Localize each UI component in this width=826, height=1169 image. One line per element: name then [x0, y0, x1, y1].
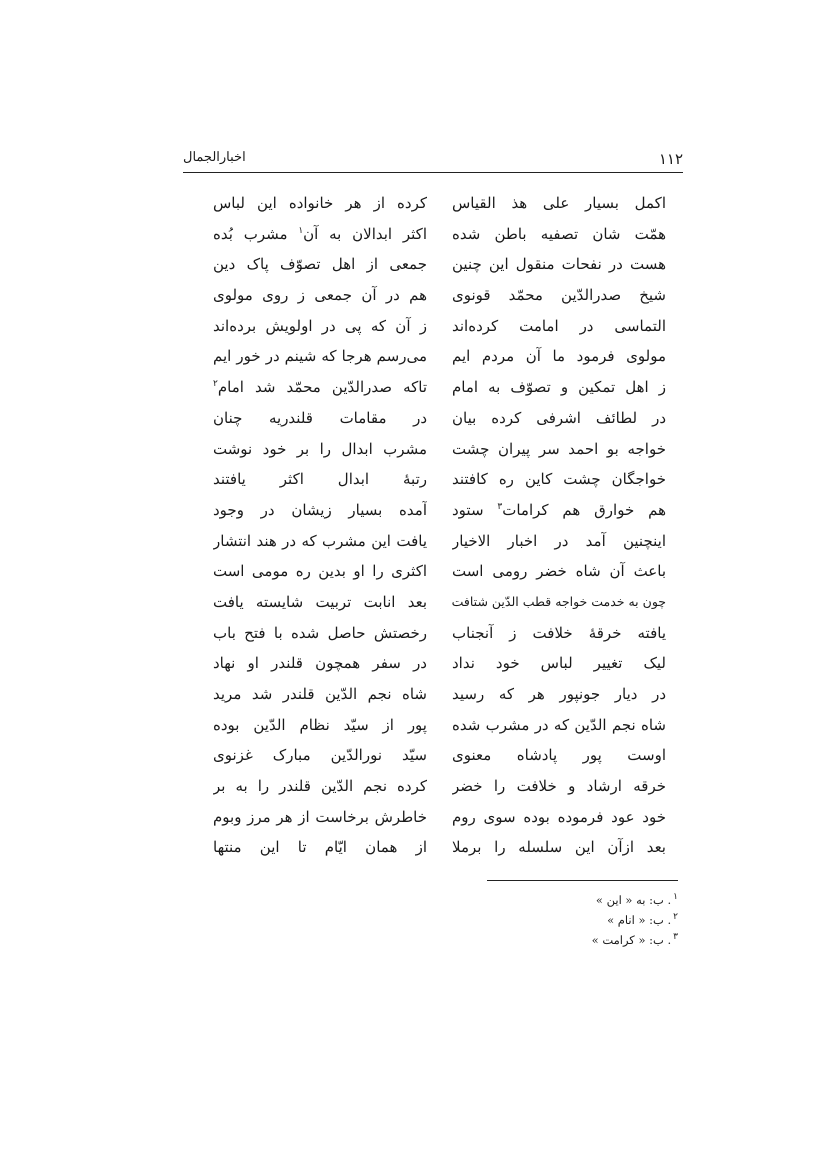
verse-line: هست در نفحات منقول این چنین	[452, 255, 666, 274]
verse-line: شاه نجم الدّین که در مشرب شده	[452, 715, 666, 734]
verse-line: خرقه ارشاد و خلافت را خضر	[452, 777, 666, 796]
verse-line: آمده بسیار زیشان در وجود	[213, 500, 427, 519]
verse-text: تاکه صدرالدّین محمّد شد امام	[217, 378, 427, 397]
verse-line: التماسی در امامت کرده‌اند	[452, 316, 666, 335]
verse-line: جمعی از اهل تصوّف پاک دین	[213, 255, 427, 274]
running-head	[183, 148, 683, 173]
verse-line: در سفر همچون قلندر او نهاد	[213, 654, 427, 673]
verse-text: هم خوارق هم کرامات	[502, 500, 666, 519]
verse-line	[213, 219, 427, 250]
verse-line: خاطرش برخاست از هر مرز وبوم	[213, 807, 427, 826]
verse-line: یافت این مشرب که در هند انتشار	[213, 531, 427, 550]
footnote-mark: ١	[298, 225, 304, 236]
page-number: ١١٢	[658, 150, 683, 168]
footnote-number: ٢	[673, 912, 678, 922]
verse-line: خواجگان چشت کاین ره کافتند	[452, 470, 666, 489]
footnote-mark: ٢	[213, 379, 218, 390]
footnote-divider	[487, 880, 678, 881]
verse-line: خواجه بو احمد سر پیران چشت	[452, 439, 666, 458]
verse-line: همّت شان تصفیه باطن شده	[452, 224, 666, 243]
verse-column-right	[452, 188, 666, 863]
verse-line: بعد انابت تربیت شایسته یافت	[213, 592, 427, 611]
verse-line: کرده نجم الدّین قلندر را به بر	[213, 777, 427, 796]
verse-line: خود عود فرموده بوده سوی روم	[452, 807, 666, 826]
verse-text: اکثر ابدالان به آن	[303, 224, 427, 243]
footnote-number: ١	[673, 892, 678, 902]
verse-line: چون به خدمت خواجه قطب الدّین شتافت	[452, 593, 666, 609]
verse-line: پور از سیّد نظام الدّین بوده	[213, 715, 427, 734]
verse-line: هم در آن جمعی ز روی مولوی	[213, 286, 427, 305]
verse-line: اوست پور پادشاه معنوی	[452, 746, 666, 765]
verse-line: شیخ صدرالدّین محمّد قونوی	[452, 286, 666, 305]
verse-line: اینچنین آمد در اخبار الاخیار	[452, 531, 666, 550]
verse-line: یافته خرقۀ خلافت ز آنجناب	[452, 623, 666, 642]
footnote	[480, 927, 678, 947]
verse-line: در لطائف اشرفی کرده بیان	[452, 408, 666, 427]
verse-line	[452, 495, 666, 526]
verse-line: اکثری را او بدین ره مومی است	[213, 562, 427, 581]
verse-line: باعث آن شاه خضر رومی است	[452, 562, 666, 581]
verse-line: در مقامات قلندریه چنان	[213, 408, 427, 427]
verse-line: بعد ازآن این سلسله را برملا	[452, 838, 666, 857]
verse-line: شاه نجم الدّین قلندر شد مرید	[213, 685, 427, 703]
footnote-mark: ٣	[497, 501, 503, 512]
footnote-text: . ب: « کرامت »	[591, 932, 672, 947]
verse-line: اکمل بسیار علی هذ القیاس	[452, 194, 666, 212]
verse-text: مشرب بُده	[213, 224, 299, 243]
verse-line: مشرب ابدال را بر خود نوشت	[213, 439, 427, 458]
verse-line: رتبۀ ابدال اکثر یافتند	[213, 470, 427, 489]
verse-column-left	[213, 188, 427, 863]
book-title: اخبارالجمال	[183, 150, 246, 165]
footnotes	[480, 887, 678, 947]
verse-line: ز آن که پی در اولویش برده‌اند	[213, 316, 427, 335]
verse-line: مولوی فرمود ما آن مردم ایم	[452, 347, 666, 366]
verse-line: در دیار جونپور هر که رسید	[452, 685, 666, 703]
footnote	[480, 887, 678, 907]
footnote	[480, 907, 678, 927]
footnote-text: . ب: به « این »	[595, 892, 672, 907]
verse-line: لیک تغییر لباس خود نداد	[452, 654, 666, 673]
verse-line	[213, 372, 427, 403]
footnote-number: ٣	[673, 932, 678, 942]
verse-line: ز اهل تمکین و تصوّف به امام	[452, 378, 666, 397]
verse-line: سیّد نورالدّین مبارک غزنوی	[213, 746, 427, 765]
verse-text: ستود	[452, 500, 498, 519]
verse-line: رخصتش حاصل شده با فتح باب	[213, 623, 427, 642]
footnote-text: . ب: « انام »	[607, 912, 672, 927]
verse-line: کرده از هر خانواده این لباس	[213, 194, 427, 212]
verse-line: از همان ایّام تا این منتها	[213, 838, 427, 857]
verse-line: می‌رسم هرجا که شینم در خور ایم	[213, 347, 427, 366]
